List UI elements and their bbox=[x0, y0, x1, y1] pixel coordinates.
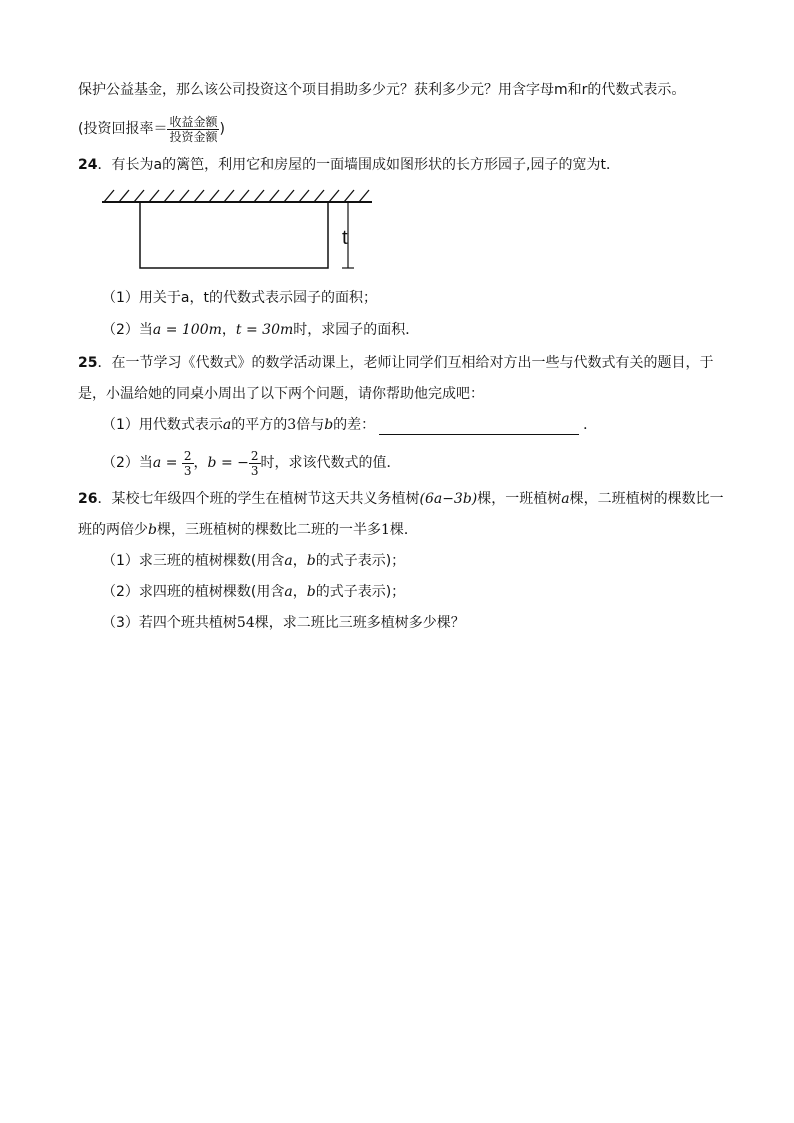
number-three: 3 bbox=[287, 417, 297, 433]
part-text: 棵，求二班比三班多植树多少棵？ bbox=[254, 615, 465, 631]
part-text: （1）用代数式表示 bbox=[102, 417, 223, 433]
fraction-numerator: 2 bbox=[250, 448, 259, 463]
intro-text: 保护公益基金，那么该公司投资这个项目捐助多少元？获利多少元？用含字母m和r的代数式表示。 bbox=[78, 82, 686, 98]
part-text: （2）求四班的植树棵数(用含 bbox=[102, 584, 285, 600]
variable-b: b bbox=[324, 417, 334, 433]
part-text: （2）当 bbox=[102, 322, 153, 338]
roi-formula bbox=[78, 112, 225, 146]
question-24-stem bbox=[78, 155, 620, 175]
equation-a: a = 100m bbox=[152, 322, 222, 338]
question-26-part-3 bbox=[102, 613, 465, 633]
part-text: 倍与 bbox=[296, 417, 325, 433]
question-text: ．某校七年级四个班的学生在植树节这天共义务植树 bbox=[97, 491, 420, 507]
part-text-end: 时，求园子的面积． bbox=[293, 322, 420, 338]
question-24-part-1 bbox=[102, 288, 377, 308]
question-text: 棵． bbox=[389, 522, 418, 538]
separator: ， bbox=[292, 584, 307, 600]
separator: ， bbox=[193, 455, 208, 471]
period: ． bbox=[583, 417, 598, 433]
number-total: 54 bbox=[236, 615, 255, 631]
separator: ， bbox=[292, 553, 307, 569]
question-25-part-2 bbox=[102, 446, 401, 480]
fraction-negative-two-thirds bbox=[249, 449, 261, 478]
variable-b: b bbox=[148, 522, 157, 538]
question-24-part-2 bbox=[102, 320, 419, 340]
variable-b: b bbox=[306, 584, 316, 600]
answer-blank[interactable] bbox=[379, 420, 579, 435]
question-26-part-2 bbox=[102, 582, 405, 602]
variable-a: a bbox=[284, 553, 293, 569]
part-text-end: 时，求该代数式的值． bbox=[260, 455, 401, 471]
part-text: 的差： bbox=[333, 417, 376, 433]
fraction-two-thirds bbox=[182, 449, 194, 478]
expression-total: (6a−3b) bbox=[419, 491, 478, 507]
question-26-stem-line-2 bbox=[78, 520, 418, 540]
part-text: 的式子表示)； bbox=[315, 584, 406, 600]
question-text: 棵，三班植树的棵数比二班的一半多 bbox=[156, 522, 381, 538]
width-label: t bbox=[342, 227, 348, 249]
question-text: ．在一节学习《代数式》的数学活动课上，老师让同学们互相给对方出一些与代数式有关的题目，于 bbox=[97, 355, 714, 371]
part-text: （2）当 bbox=[102, 455, 153, 471]
question-text: 棵，二班植树的棵数比一 bbox=[569, 491, 724, 507]
fraction-denominator: 3 bbox=[183, 463, 192, 478]
equation-t: t = 30m bbox=[235, 322, 294, 338]
variable-a: a bbox=[222, 417, 232, 433]
variable-b: b bbox=[306, 553, 316, 569]
roi-fraction bbox=[167, 115, 219, 144]
part-text: （1）用关于a，t的代数式表示园子的面积； bbox=[102, 290, 377, 306]
garden-rectangle bbox=[140, 202, 328, 268]
intro-line bbox=[78, 80, 685, 100]
number-one: 1 bbox=[380, 522, 390, 538]
part-text: （1）求三班的植树棵数(用含 bbox=[102, 553, 285, 569]
question-text: 棵，一班植树 bbox=[477, 491, 562, 507]
formula-prefix: (投资回报率＝ bbox=[78, 121, 168, 137]
question-number: 24 bbox=[78, 157, 98, 173]
fraction-denominator: 投资金额 bbox=[169, 129, 218, 144]
question-25-part-1 bbox=[102, 415, 597, 435]
fraction-numerator: 收益金额 bbox=[169, 114, 218, 129]
question-number: 26 bbox=[78, 491, 98, 507]
part-text: （3）若四个班共植树 bbox=[102, 615, 237, 631]
variable-a: a bbox=[284, 584, 293, 600]
part-text: 的式子表示)； bbox=[315, 553, 406, 569]
separator: ， bbox=[221, 322, 236, 338]
question-text: 是，小温给她的同桌小周出了以下两个问题，请你帮助他完成吧： bbox=[78, 386, 484, 402]
question-text: ．有长为a的篱笆，利用它和房屋的一面墙围成如图形状的长方形园子,园子的宽为t． bbox=[97, 157, 621, 173]
fraction-numerator: 2 bbox=[183, 448, 192, 463]
equation-a: a = bbox=[152, 455, 182, 471]
garden-figure bbox=[96, 186, 386, 276]
variable-a: a bbox=[561, 491, 570, 507]
question-26-stem-line-1 bbox=[78, 489, 724, 509]
wall-hatching bbox=[102, 190, 372, 202]
question-26-part-1 bbox=[102, 551, 405, 571]
fraction-denominator: 3 bbox=[250, 463, 259, 478]
question-number: 25 bbox=[78, 355, 98, 371]
formula-suffix: ) bbox=[219, 121, 225, 137]
equation-b: b = − bbox=[207, 455, 249, 471]
question-text: 班的两倍少 bbox=[78, 522, 148, 538]
part-text: 的平方的 bbox=[231, 417, 288, 433]
question-25-stem-line-2 bbox=[78, 384, 484, 404]
question-25-stem-line-1 bbox=[78, 353, 713, 373]
